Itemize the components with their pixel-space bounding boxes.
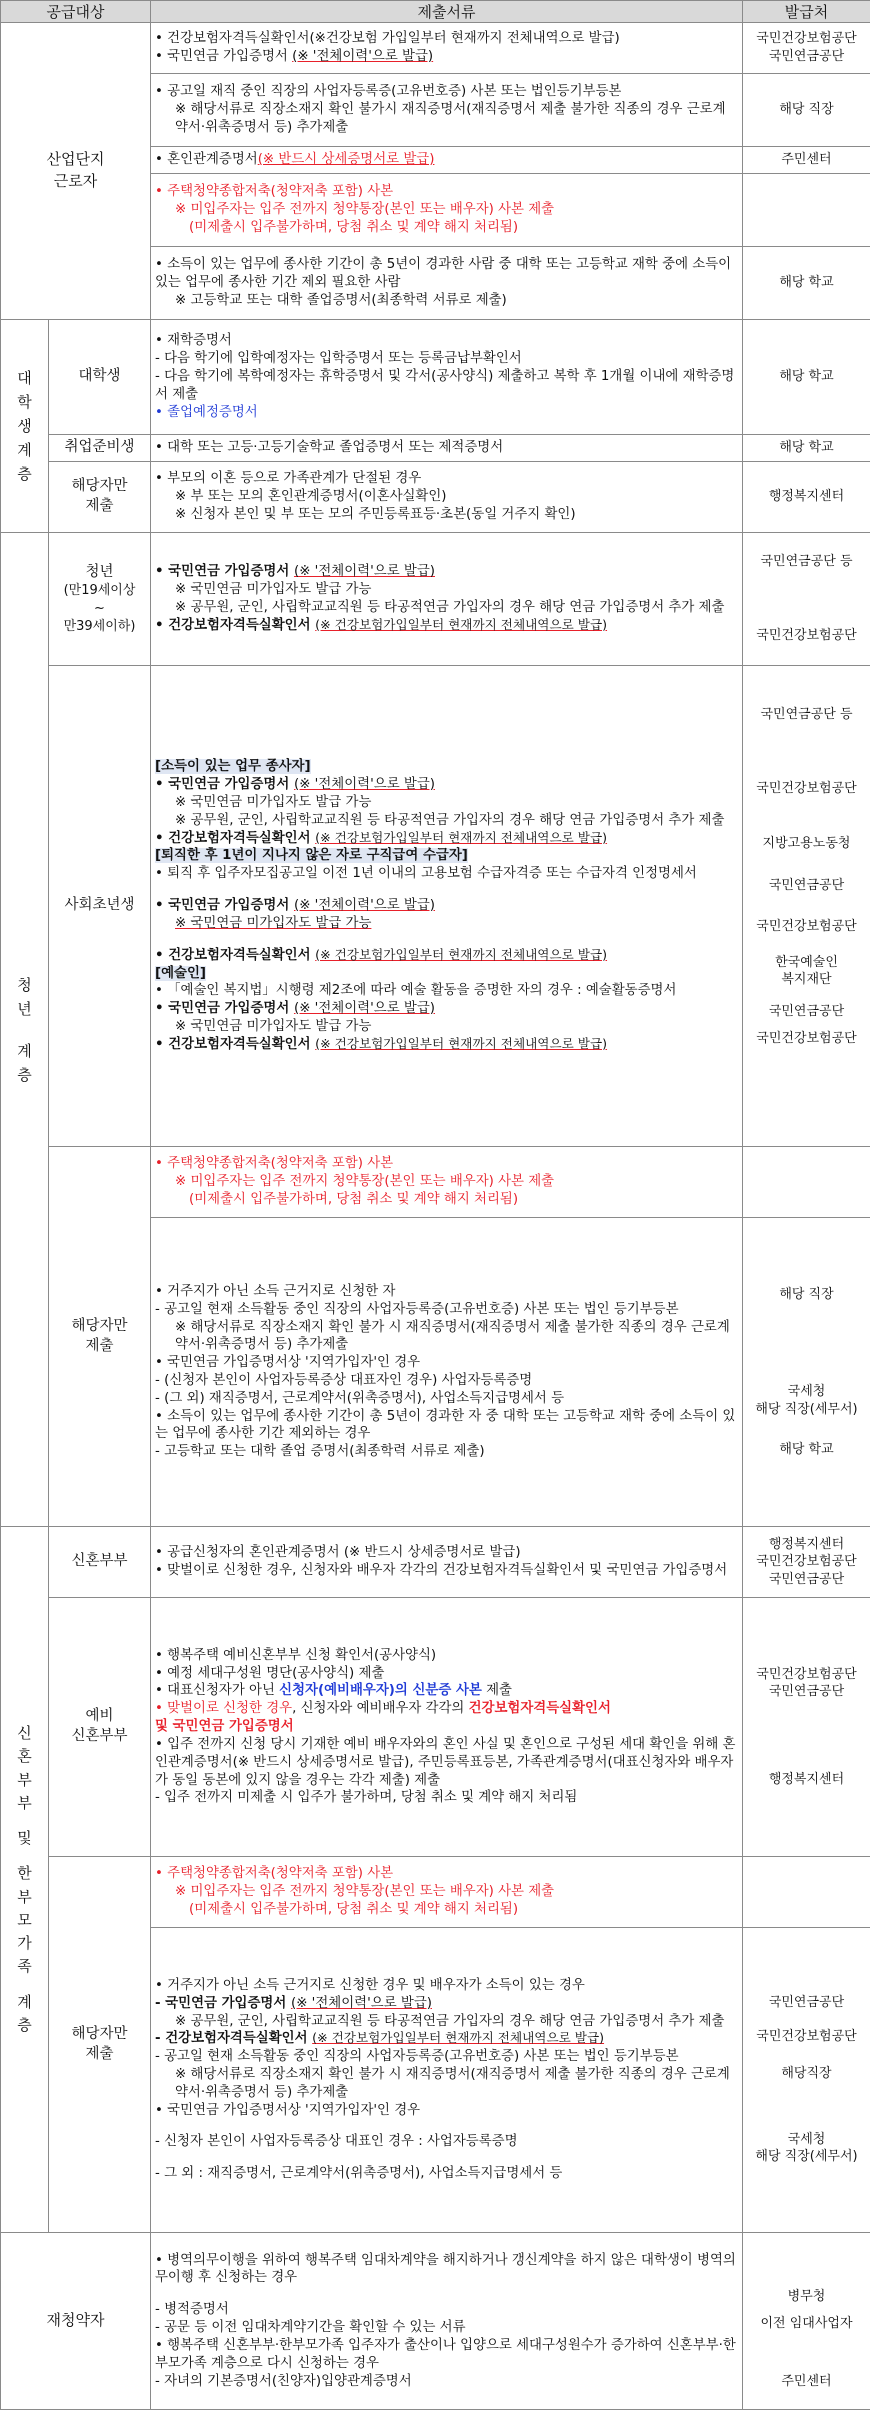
sub-jobseeker: 취업준비생 xyxy=(49,435,151,462)
doc-cell: • 국민연금 가입증명서 (※ '전체이력'으로 발급) ※ 국민연금 미가입자도 발급 가능 ※ 공무원, 군인, 사립학교교직원 등 타공적연금 가입자의 경우 해당 연금 가입증명서 추가 제출 • 건강보험자격득실확인서 (※ 건강보험가입일부터 현재까지 전체내역으로 발급) xyxy=(151,533,743,666)
doc-cell: • 소득이 있는 업무에 종사한 기간이 총 5년이 경과한 사람 중 대학 또는 고등학교 재학 중에 소득이 있는 업무에 종사한 기간 제외 필요한 사람 ※ 고등학교 또는 대학 졸업증명서(최종학력 서류로 제출) xyxy=(151,247,743,320)
issuer-cell: 국민건강보험공단 국민연금공단 xyxy=(743,23,870,74)
table-row xyxy=(1,1527,870,1598)
header-documents: 제출서류 xyxy=(151,1,743,23)
sub-applicable: 해당자만 제출 xyxy=(49,1857,151,2233)
issuer-cell: 국민건강보험공단 국민연금공단 행정복지센터 xyxy=(743,1598,870,1857)
table-row xyxy=(1,1147,870,1218)
doc-cell: • 공급신청자의 혼인관계증명서 (※ 반드시 상세증명서로 발급) • 맞벌이로 신청한 경우, 신청자와 배우자 각각의 건강보험자격득실확인서 및 국민연금 가입증명서 xyxy=(151,1527,743,1598)
sub-pre-newlywed: 예비 신혼부부 xyxy=(49,1598,151,1857)
doc-cell: • 건강보험자격득실확인서(※건강보험 가입일부터 현재까지 전체내역으로 발급) • 국민연금 가입증명서 (※ '전체이력'으로 발급) xyxy=(151,23,743,74)
table-row xyxy=(1,23,870,74)
table-row xyxy=(1,2233,870,2410)
table-row xyxy=(1,1857,870,1928)
issuer-cell: 해당 학교 xyxy=(743,247,870,320)
table-row xyxy=(1,666,870,1147)
sub-social-starter: 사회초년생 xyxy=(49,666,151,1147)
issuer-cell: 국민연금공단 등 국민건강보험공단 지방고용노동청 국민연금공단 국민건강보험공단 한국예술인 복지재단 국민연금공단 국민건강보험공단 xyxy=(743,666,870,1147)
sub-university: 대학생 xyxy=(49,320,151,435)
sub-newlywed: 신혼부부 xyxy=(49,1527,151,1598)
header-issuer: 발급처 xyxy=(743,1,870,23)
category-newlywed: 신 혼 부 부 및 한 부 모 가 족 계 층 xyxy=(1,1527,49,2233)
doc-cell: • 병역의무이행을 위하여 행복주택 임대차계약을 해지하거나 갱신계약을 하지 않은 대학생이 병역의무이행 후 신청하는 경우 - 병적증명서 - 공문 등 이전 임대차계약기간을 확인할 수 있는 서류 • 행복주택 신혼부부·한부모가족 입주자가 출산이나 입양으로 세대구성원수가 증가하여 신혼부부·한부모가족 계층으로 다시 신청하는 경우 - 자녀의 기본증명서(친양자)입양관계증명서 xyxy=(151,2233,743,2410)
issuer-cell xyxy=(743,174,870,247)
table-row xyxy=(1,462,870,533)
category-youth: 청 년 계 층 xyxy=(1,533,49,1527)
table-row xyxy=(1,320,870,435)
issuer-cell: 국민연금공단 등 국민건강보험공단 xyxy=(743,533,870,666)
doc-cell: • 주택청약종합저축(청약저축 포함) 사본 ※ 미입주자는 입주 전까지 청약통장(본인 또는 배우자) 사본 제출 (미제출시 입주불가하며, 당첨 취소 및 계약 해지 처리됨) xyxy=(151,174,743,247)
issuer-cell: 해당 직장 xyxy=(743,74,870,147)
issuer-cell: 주민센터 xyxy=(743,147,870,174)
issuer-cell: 해당 직장 국세청 해당 직장(세무서) 해당 학교 xyxy=(743,1218,870,1527)
doc-cell: • 행복주택 예비신혼부부 신청 확인서(공사양식) • 예정 세대구성원 명단(공사양식) 제출 • 대표신청자가 아닌 신청자(예비배우자)의 신분증 사본 제출 • 맞벌이로 신청한 경우, 신청자와 예비배우자 각각의 건강보험자격득실확인서 및 국민연금 가입증명서 • 입주 전까지 신청 당시 기재한 예비 배우자와의 혼인 사실 및 혼인으로 구성된 세대 확인을 위해 혼인관계증명서(※ 반드시 상세증명서로 발급), 주민등록표등본, 가족관계증명서(대표신청자와 배우자가 동일 동본에 있지 않을 경우는 각각 제출) 제출 - 입주 전까지 미제출 시 입주가 불가하며, 당첨 취소 및 계약 해지 처리됨 xyxy=(151,1598,743,1857)
issuer-cell: 행정복지센터 xyxy=(743,462,870,533)
issuer-cell: 행정복지센터 국민건강보험공단 국민연금공단 xyxy=(743,1527,870,1598)
issuer-cell: 병무청 이전 임대사업자 주민센터 xyxy=(743,2233,870,2410)
table-row xyxy=(1,1598,870,1857)
issuer-cell xyxy=(743,1147,870,1218)
table-row xyxy=(1,533,870,666)
issuer-cell: 해당 학교 xyxy=(743,320,870,435)
category-students: 대 학 생 계 층 xyxy=(1,320,49,533)
table-header xyxy=(1,1,870,23)
issuer-cell xyxy=(743,1857,870,1928)
doc-cell: [소득이 있는 업무 종사자] • 국민연금 가입증명서 (※ '전체이력'으로 발급) ※ 국민연금 미가입자도 발급 가능 ※ 공무원, 군인, 사립학교교직원 등 타공적연금 가입자의 경우 해당 연금 가입증명서 추가 제출 • 건강보험자격득실확인서 (※ 건강보험가입일부터 현재까지 전체내역으로 발급) [퇴직한 후 1년이 지나지 않은 자로 구직급여 수급자] • 퇴직 후 입주자모집공고일 이전 1년 이내의 고용보험 수급자격증 또는 수급자격 인정명세서 • 국민연금 가입증명서 (※ '전체이력'으로 발급) ※ 국민연금 미가입자도 발급 가능 • 건강보험자격득실확인서 (※ 건강보험가입일부터 현재까지 전체내역으로 발급) [예술인] • 「예술인 복지법」시행령 제2조에 따라 예술 활동을 증명한 자의 경우 : 예술활동증명서 • 국민연금 가입증명서 (※ '전체이력'으로 발급) ※ 국민연금 미가입자도 발급 가능 • 건강보험자격득실확인서 (※ 건강보험가입일부터 현재까지 전체내역으로 발급) xyxy=(151,666,743,1147)
issuer-cell: 국민연금공단 국민건강보험공단 해당직장 국세청 해당 직장(세무서) xyxy=(743,1928,870,2233)
doc-cell: • 부모의 이혼 등으로 가족관계가 단절된 경우 ※ 부 또는 모의 혼인관계증명서(이혼사실확인) ※ 신청자 본인 및 부 또는 모의 주민등록표등·초본(동일 거주지 확인) xyxy=(151,462,743,533)
header-target: 공급대상 xyxy=(1,1,151,23)
sub-youth: 청년 (만19세이상 ~ 만39세이하) xyxy=(49,533,151,666)
doc-cell: • 공고일 재직 중인 직장의 사업자등록증(고유번호증) 사본 또는 법인등기부등본 ※ 해당서류로 직장소재지 확인 불가시 재직증명서(재직증명서 제출 불가한 직종의 경우 근로계약서·위촉증명서 등) 추가제출 xyxy=(151,74,743,147)
doc-cell: • 재학증명서 - 다음 학기에 입학예정자는 입학증명서 또는 등록금납부확인서 - 다음 학기에 복학예정자는 휴학증명서 및 각서(공사양식) 제출하고 복학 후 1개월 이내에 재학증명서 제출 • 졸업예정증명서 xyxy=(151,320,743,435)
doc-cell: • 주택청약종합저축(청약저축 포함) 사본 ※ 미입주자는 입주 전까지 청약통장(본인 또는 배우자) 사본 제출 (미제출시 입주불가하며, 당첨 취소 및 계약 해지 처리됨) xyxy=(151,1857,743,1928)
sub-applicable: 해당자만 제출 xyxy=(49,462,151,533)
doc-cell: • 대학 또는 고등·고등기술학교 졸업증명서 또는 제적증명서 xyxy=(151,435,743,462)
category-industrial: 산업단지 근로자 xyxy=(1,23,151,320)
sub-applicable: 해당자만 제출 xyxy=(49,1147,151,1527)
doc-cell: • 거주지가 아닌 소득 근거지로 신청한 자 - 공고일 현재 소득활동 중인 직장의 사업자등록증(고유번호증) 사본 또는 법인 등기부등본 ※ 해당서류로 직장소재지 확인 불가 시 재직증명서(재직증명서 제출 불가한 직종의 경우 근로계약서·위촉증명서 등) 추가제출 • 국민연금 가입증명서상 '지역가입자'인 경우 - (신청자 본인이 사업자등록증상 대표자인 경우) 사업자등록증명 - (그 외) 재직증명서, 근로계약서(위촉증명서), 사업소득지급명세서 등 • 소득이 있는 업무에 종사한 기간이 총 5년이 경과한 자 중 대학 또는 고등학교 재학 중에 소득이 있는 업무에 종사한 기간 제외하는 경우 - 고등학교 또는 대학 졸업 증명서(최종학력 서류로 제출) xyxy=(151,1218,743,1527)
issuer-cell: 해당 학교 xyxy=(743,435,870,462)
category-reapply: 재청약자 xyxy=(1,2233,151,2410)
doc-cell: • 거주지가 아닌 소득 근거지로 신청한 경우 및 배우자가 소득이 있는 경우 - 국민연금 가입증명서 (※ '전체이력'으로 발급) ※ 공무원, 군인, 사립학교교직원 등 타공적연금 가입자의 경우 해당 연금 가입증명서 추가 제출 - 건강보험자격득실확인서 (※ 건강보험가입일부터 현재까지 전체내역으로 발급) - 공고일 현재 소득활동 중인 직장의 사업자등록증(고유번호증) 사본 또는 법인 등기부등본 ※ 해당서류로 직장소재지 확인 불가 시 재직증명서(재직증명서 제출 불가한 직종의 경우 근로계약서·위촉증명서 등) 추가제출 • 국민연금 가입증명서상 '지역가입자'인 경우 - 신청자 본인이 사업자등록증상 대표인 경우 : 사업자등록증명 - 그 외 : 재직증명서, 근로계약서(위촉증명서), 사업소득지급명세서 등 xyxy=(151,1928,743,2233)
doc-cell: • 주택청약종합저축(청약저축 포함) 사본 ※ 미입주자는 입주 전까지 청약통장(본인 또는 배우자) 사본 제출 (미제출시 입주불가하며, 당첨 취소 및 계약 해지 처리됨) xyxy=(151,1147,743,1218)
table-row xyxy=(1,435,870,462)
doc-cell: • 혼인관계증명서(※ 반드시 상세증명서로 발급) xyxy=(151,147,743,174)
